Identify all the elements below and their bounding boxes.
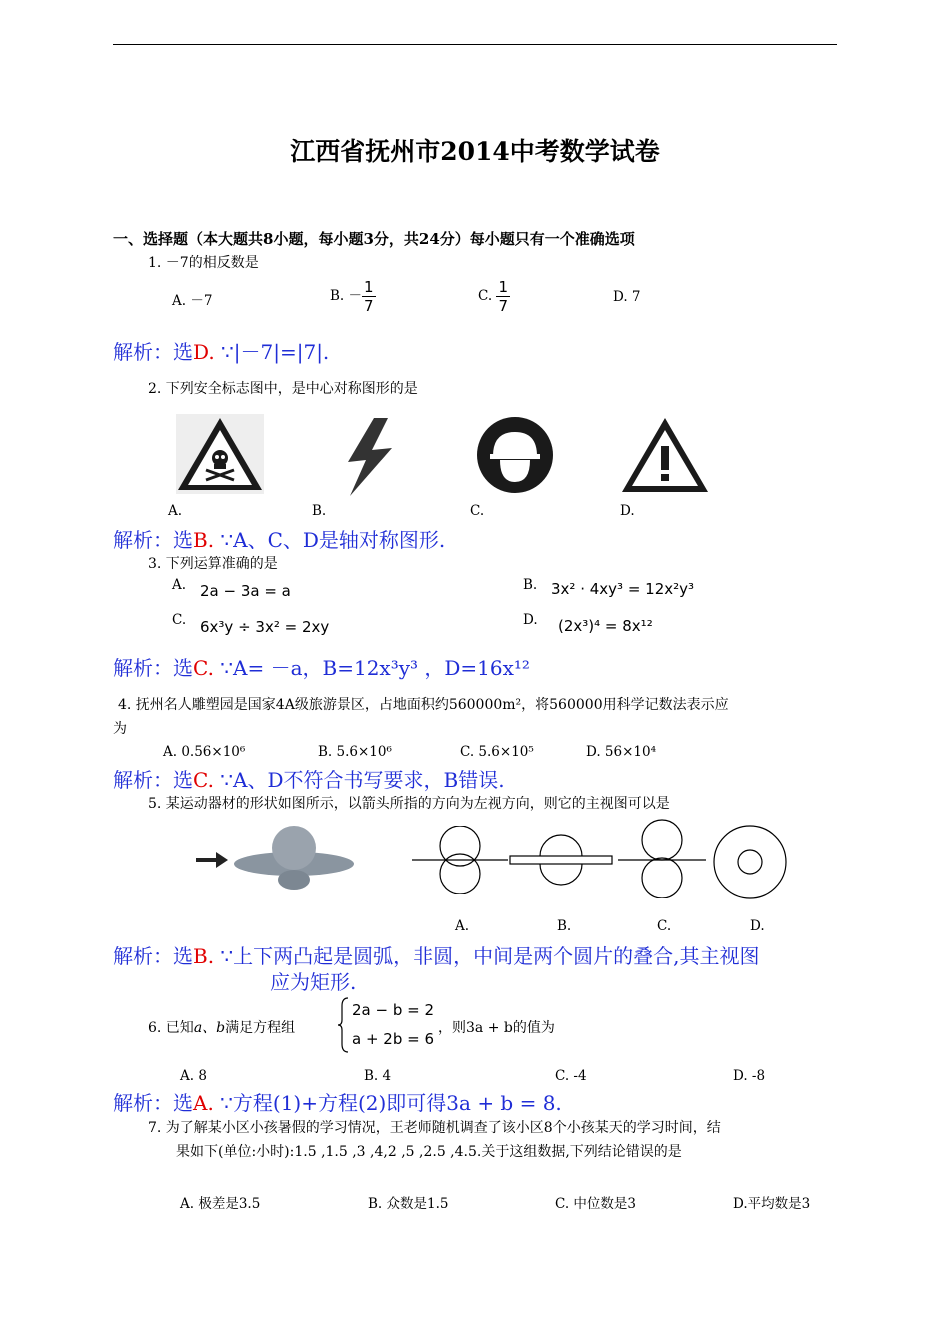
q7-option-c: C. 中位数是3 — [555, 1196, 637, 1212]
q4-stem-line2: 为 — [113, 721, 127, 737]
q1-option-c: C. $\frac{1}{7}$ — [478, 278, 508, 315]
q3-math-c: 6x³y ÷ 3x² = 2xy — [200, 618, 330, 636]
q2-label-d: D. — [620, 503, 635, 519]
q3-label-d: D. — [523, 612, 538, 628]
q4-stem-line1: 4. 抚州名人雕塑园是国家4A级旅游景区，占地面积约560000m²，将560000用科学记数法表示应 — [118, 697, 729, 713]
toxic-sign-icon — [176, 414, 264, 494]
q5-label-c: C. — [657, 918, 672, 934]
q3-label-a: A. — [172, 577, 187, 593]
warning-sign-icon — [620, 416, 710, 494]
q1-option-b: B. － $\frac{1}{7}$ — [330, 278, 374, 315]
q3-math-b: 3x² · 4xy³ = 12x²y³ — [551, 580, 695, 598]
q1-option-d: D. 7 — [613, 289, 641, 305]
q1-c-den: 7 — [498, 297, 508, 315]
q6-stem-tail: ，则3a + b的值为 — [438, 1020, 555, 1036]
q3-answer: 解析：选C. ∵A= －a，B=12x³y³ ，D=16x¹² — [113, 656, 530, 680]
q7-option-a: A. 极差是3.5 — [180, 1196, 261, 1212]
header-rule — [113, 44, 837, 45]
q2-label-a: A. — [168, 503, 183, 519]
q3-label-c: C. — [172, 612, 187, 628]
q2-label-c: C. — [470, 503, 485, 519]
lightning-sign-icon — [340, 418, 400, 498]
q2-stem: 2. 下列安全标志图中，是中心对称图形的是 — [148, 381, 418, 397]
q5-label-b: B. — [557, 918, 572, 934]
q6-option-c: C. -4 — [555, 1068, 587, 1084]
q7-option-b: B. 众数是1.5 — [368, 1196, 449, 1212]
q5-label-d: D. — [750, 918, 765, 934]
exercise-equipment-image — [194, 822, 354, 894]
q6-eq1: 2a − b = 2 — [352, 1001, 435, 1019]
q2-answer: 解析：选B. ∵A、C、D是轴对称图形. — [113, 528, 446, 552]
q7-option-d: D.平均数是3 — [733, 1196, 811, 1212]
q4-answer: 解析：选C. ∵A、D不符合书写要求，B错误. — [113, 768, 505, 792]
q4-option-c: C. 5.6×10⁵ — [460, 744, 534, 760]
q5-label-a: A. — [455, 918, 470, 934]
q1-b-den: 7 — [364, 297, 374, 315]
q1-option-a: A. －7 — [172, 293, 213, 309]
section-heading: 一、选择题（本大题共8小题，每小题3分，共24分）每小题只有一个准确选项 — [113, 230, 635, 248]
q3-label-b: B. — [523, 577, 538, 593]
q3-math-d: (2x³)⁴ = 8x¹² — [558, 617, 653, 635]
q7-stem-line1: 7. 为了解某小区小孩暑假的学习情况，王老师随机调查了该小区8个小孩某天的学习时间，结 — [148, 1120, 721, 1136]
q5-answer-line2: 应为矩形. — [270, 970, 357, 994]
equation-brace — [336, 996, 350, 1054]
q5-answer: 解析：选B. ∵上下两凸起是圆弧，非圆，中间是两个圆片的叠合,其主视图 — [113, 944, 760, 968]
q4-option-b: B. 5.6×10⁶ — [318, 744, 392, 760]
q6-option-b: B. 4 — [364, 1068, 392, 1084]
option-b-view-icon — [506, 826, 616, 894]
q4-option-d: D. 56×10⁴ — [586, 744, 657, 760]
q1-b-num: 1 — [364, 278, 374, 296]
q1-stem: 1. －7的相反数是 — [148, 255, 259, 271]
page-title: 江西省抚州市2014中考数学试卷 — [290, 137, 660, 166]
q2-label-b: B. — [312, 503, 327, 519]
q6-stem: 6. 已知a、b满足方程组 — [148, 1020, 296, 1036]
helmet-sign-icon — [476, 416, 554, 494]
option-a-view-icon — [410, 826, 510, 894]
q4-option-a: A. 0.56×10⁶ — [163, 744, 246, 760]
q1-c-num: 1 — [498, 278, 508, 296]
q6-option-a: A. 8 — [180, 1068, 207, 1084]
q6-option-d: D. -8 — [733, 1068, 766, 1084]
option-d-view-icon — [712, 824, 788, 900]
q6-answer: 解析：选A. ∵方程(1)+方程(2)即可得3a + b = 8. — [113, 1091, 562, 1115]
q5-stem: 5. 某运动器材的形状如图所示，以箭头所指的方向为左视方向，则它的主视图可以是 — [148, 796, 670, 812]
q3-stem: 3. 下列运算准确的是 — [148, 556, 278, 572]
q6-eq2: a + 2b = 6 — [352, 1030, 435, 1048]
q1-answer: 解析：选D. ∵|－7|=|7|. — [113, 340, 330, 364]
q7-stem-line2: 果如下(单位:小时):1.5 ,1.5 ,3 ,4,2 ,5 ,2.5 ,4.5.关于这组数据,下列结论错误的是 — [176, 1144, 682, 1160]
option-c-view-icon — [616, 818, 708, 898]
q3-math-a: 2a − 3a = a — [200, 582, 291, 600]
